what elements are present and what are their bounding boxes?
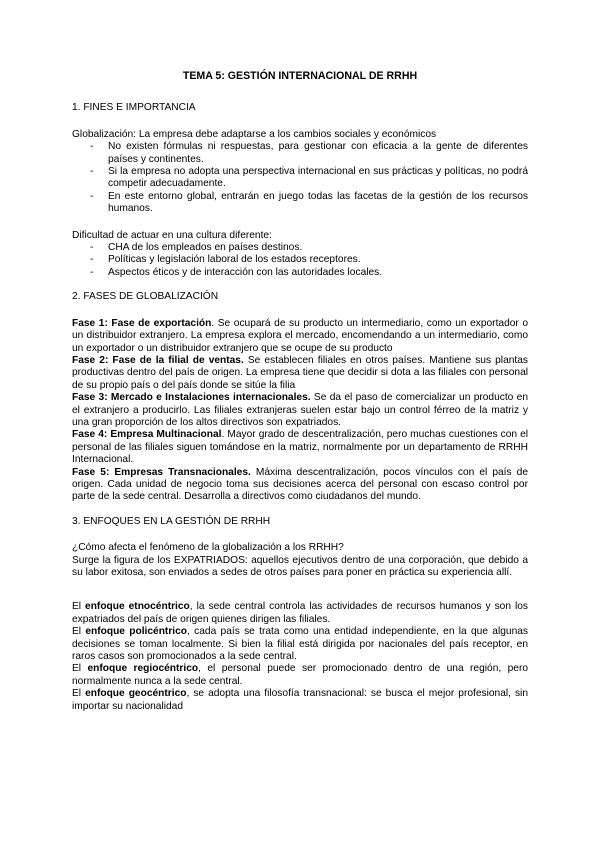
section-heading-enfoques: 3. ENFOQUES EN LA GESTIÓN DE RRHH [72, 515, 271, 527]
list-item: - CHA de los empleados en países destinos. [90, 242, 303, 254]
document-page [72, 70, 528, 713]
list-item: - Si la empresa no adopta una perspectiva internacional en sus prácticas y políticas, no podrá competir adecuadamente. [90, 166, 528, 190]
list-item: - Políticas y legislación laboral de los estados receptores. [90, 254, 361, 266]
section-heading-fases: 2. FASES DE GLOBALIZACIÓN [72, 291, 219, 303]
approach-geocentric: El enfoque geocéntrico, se adopta una filosofía transnacional: se busca el mejor profesional, sin importar su nacionalidad [72, 688, 528, 712]
globalization-bullets [72, 141, 528, 215]
list-item: - No existen fórmulas ni respuestas, para gestionar con eficacia a la gente de diferentes países y continentes. [90, 141, 528, 165]
approach-polycentric: El enfoque policéntrico, cada país se trata como una entidad independiente, en la que algunas decisiones se toman localmente. Si bien la filial está dirigida por nacionales del país receptor, en raros casos son promocionados a la sede central. [72, 626, 528, 663]
phase-4: Fase 4: Empresa Multinacional. Mayor grado de descentralización, pero muchas cuestiones con el personal de las filiales siguen tomándose en la matriz, normalmente por un departamento de RRHH Internacional. [72, 429, 528, 466]
expatriates-answer: Surge la figura de los EXPATRIADOS: aquellos ejecutivos dentro de una corporación, que debido a su labor exitosa, son enviados a sedes de otros países para poner en práctica su experiencia allí. [72, 554, 528, 578]
approach-ethnocentric: El enfoque etnocéntrico, la sede central controla las actividades de recursos humanos y son los expatriados del país de origen quienes dirigen las filiales. [72, 601, 528, 625]
difficulty-bullets [72, 242, 528, 279]
list-item: - Aspectos éticos y de interacción con las autoridades locales. [90, 266, 383, 278]
question: ¿Cómo afecta el fenómeno de la globalización a los RRHH? [72, 542, 344, 554]
difficulty-intro: Dificultad de actuar en una cultura diferente: [72, 229, 272, 241]
phase-2: Fase 2: Fase de la filial de ventas. Se establecen filiales en otros países. Mantiene sus plantas productivas dentro del país de origen. La empresa tiene que decidir si dota a las filiales con personal de su propio país o del país donde se sitúe la filia [72, 354, 528, 391]
phase-1: Fase 1: Fase de exportación. Se ocupará de su producto un intermediario, como un exportador o un distribuidor extranjero. La empresa explora el mercado, encomendando a un intermediario, como un exportador o un distribuidor extranjero que se ocupe de su producto [72, 317, 529, 354]
list-item: - En este entorno global, entrarán en juego todas las facetas de la gestión de los recursos humanos. [90, 190, 528, 215]
section-heading-fines: 1. FINES E IMPORTANCIA [72, 102, 196, 114]
approach-regiocentric: El enfoque regiocéntrico, el personal puede ser promocionado dentro de una región, pero normalmente nunca a la sede central. [72, 663, 529, 687]
page-title: TEMA 5: GESTIÓN INTERNACIONAL DE RRHH [182, 70, 418, 82]
phase-3: Fase 3: Mercado e Instalaciones internacionales. Se da el paso de comercializar un producto en el extranjero a producirlo. Las filiales extranjeras suelen estar bajo un control férreo de la matriz y una gran proporción de los altos directivos son expatriados. [72, 392, 528, 428]
phase-5: Fase 5: Empresas Transnacionales. Máxima descentralización, pocos vínculos con el país de origen. Cada unidad de negocio toma sus decisiones acerca del personal con escaso control por parte de la sede central. Desarrolla a directivos como ciudadanos del mundo. [72, 466, 528, 503]
globalization-intro: Globalización: La empresa debe adaptarse a los cambios sociales y económicos [72, 128, 437, 140]
